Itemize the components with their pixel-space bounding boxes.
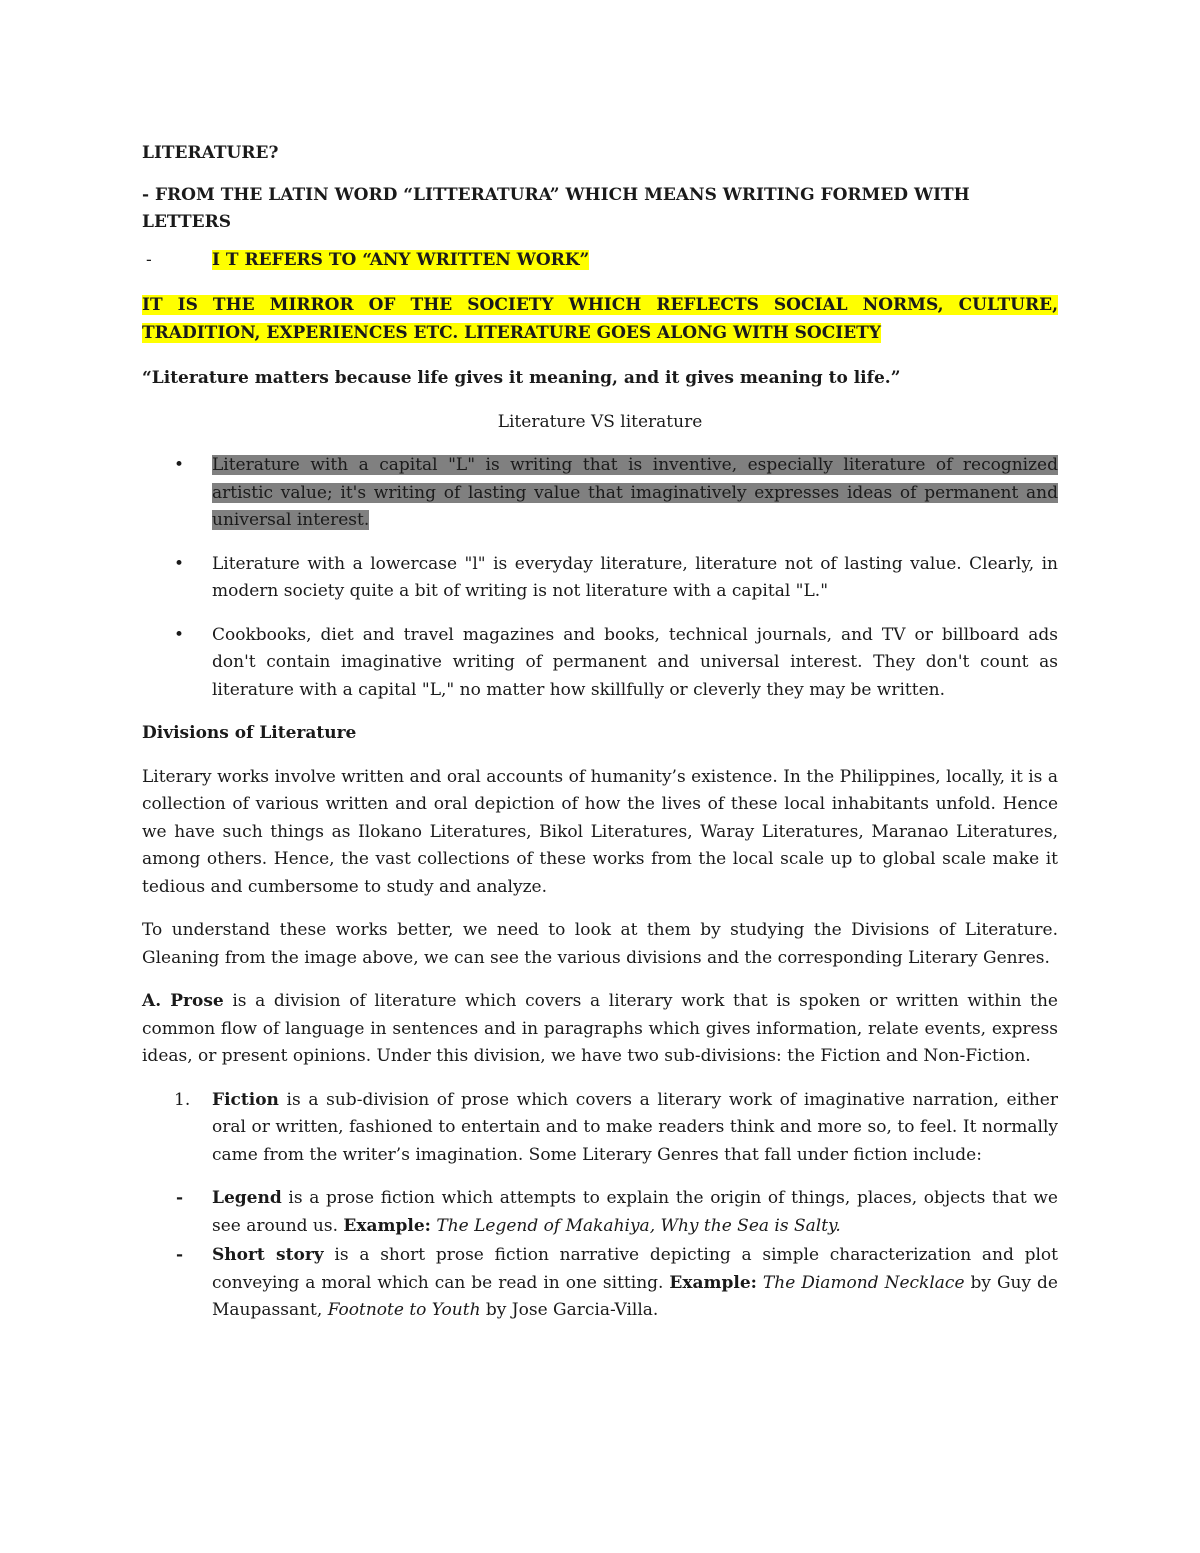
prose-label: A. Prose	[142, 991, 224, 1011]
example-author: by Guy de Maupassant,	[212, 1272, 1058, 1320]
bullet-marker: •	[174, 624, 185, 645]
document-title: LITERATURE?	[142, 143, 279, 163]
literature-quote: “Literature matters because life gives it meaning, and it gives meaning to life.”	[142, 368, 901, 388]
bullet-item	[142, 551, 1058, 606]
prose-paragraph	[142, 988, 1058, 1071]
bullet-text: Literature with a capital "L" is writing that is inventive, especially literature of recognized artistic value; it's writing of lasting value that imaginatively expresses ideas of permanent and universal interest.	[212, 455, 1058, 530]
legend-text: is a prose fiction which attempts to explain the origin of things, places, objects that we see around us.	[212, 1188, 1058, 1236]
bullet-item	[142, 452, 1058, 535]
example-title: The Diamond Necklace	[762, 1272, 965, 1293]
fiction-item	[142, 1087, 1058, 1170]
dash-marker: -	[176, 1245, 184, 1265]
document-page	[142, 140, 1058, 1327]
dash-marker: -	[146, 249, 152, 270]
example-label: Example:	[669, 1272, 757, 1293]
legend-item	[142, 1185, 1058, 1240]
mirror-text: IT IS THE MIRROR OF THE SOCIETY WHICH REFLECTS SOCIAL NORMS, CULTURE, TRADITION, EXPERIENCES ETC. LITERATURE GOES ALONG WITH SOCIETY	[142, 295, 1058, 343]
understand-paragraph: To understand these works better, we need to look at them by studying the Divisions of Literature. Gleaning from the image above, we can see the various divisions and the corresponding Literary Genres.	[142, 920, 1058, 968]
prose-text: is a division of literature which covers a literary work that is spoken or written within the common flow of language in sentences and in paragraphs which gives information, relate events, express ideas, or present opinions. Under this division, we have two sub-divisions: the Fiction and Non-Fiction.	[142, 991, 1058, 1066]
bullet-marker: •	[174, 455, 185, 475]
bullet-text: Cookbooks, diet and travel magazines and books, technical journals, and TV or billboard ads don't contain imaginative writing of permanent and universal interest. They don't count as literature with a capital "L," no matter how skillfully or cleverly they may be written.	[212, 624, 1058, 700]
list-number: 1.	[174, 1089, 191, 1110]
fiction-text: is a sub-division of prose which covers a literary work of imaginative narration, either oral or written, fashioned to entertain and to make readers think and more so, to feel. It normally came from the writer’s imagination. Some Literary Genres that fall under fiction include:	[212, 1089, 1058, 1165]
bullet-text: Literature with a lowercase "l" is everyday literature, literature not of lasting value. Clearly, in modern society quite a bit of writing is not literature with a capital "L."	[212, 553, 1058, 601]
legend-label: Legend	[212, 1188, 282, 1208]
bullet-marker: •	[174, 553, 185, 574]
dash-marker: -	[176, 1188, 184, 1208]
refers-line	[142, 247, 1058, 275]
divisions-heading: Divisions of Literature	[142, 723, 357, 743]
mirror-paragraph	[142, 292, 1058, 347]
bullet-item	[142, 622, 1058, 705]
literary-works-paragraph: Literary works involve written and oral accounts of humanity’s existence. In the Philippines, locally, it is a collection of various written and oral depiction of how the lives of these local inhabitants unfold. Hence we have such things as Ilokano Literatures, Bikol Literatures, Waray Literatures, Maranao Literatures, among others. Hence, the vast collections of these works from the local scale up to global scale make it tedious and cumbersome to study and analyze.	[142, 766, 1058, 897]
short-story-item	[142, 1242, 1058, 1325]
example-author: by Jose Garcia-Villa.	[480, 1300, 659, 1320]
section-subtitle: Literature VS literature	[497, 411, 703, 432]
short-story-label: Short story	[212, 1245, 324, 1265]
example-title: Footnote to Youth	[327, 1300, 481, 1320]
legend-example: The Legend of Makahiya, Why the Sea is Salty.	[436, 1215, 841, 1236]
short-story-text: is a short prose fiction narrative depicting a simple characterization and plot conveying a moral which can be read in one sitting.	[212, 1245, 1058, 1293]
latin-origin-line: - FROM THE LATIN WORD “LITTERATURA” WHICH MEANS WRITING FORMED WITH LETTERS	[142, 184, 970, 232]
fiction-label: Fiction	[212, 1089, 279, 1110]
refers-text: I T REFERS TO “ANY WRITTEN WORK”	[212, 249, 590, 270]
example-label: Example:	[343, 1215, 431, 1236]
